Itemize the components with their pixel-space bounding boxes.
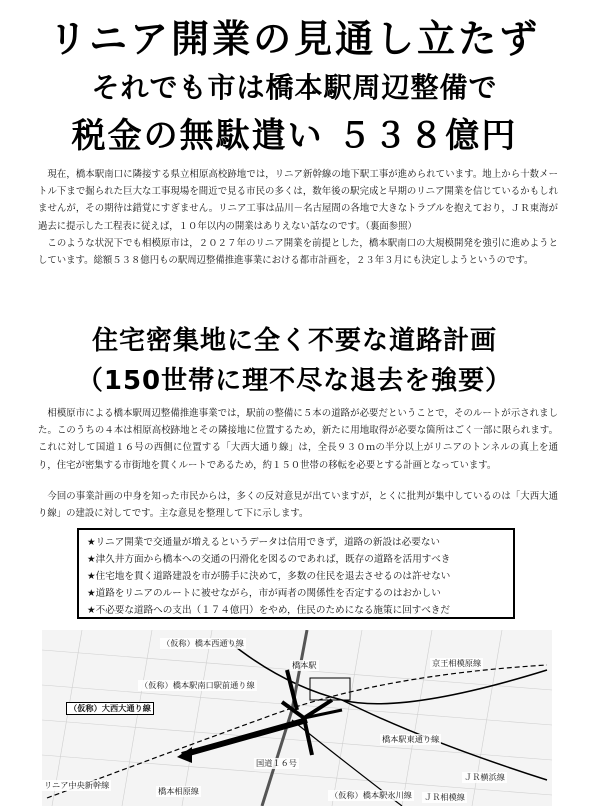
opinion-item: ★リニア開業で交通量が増えるというデータは信用できず，道路の新設は必要ない [87,537,441,548]
section-title: 住宅密集地に全く不要な道路計画 [91,326,497,356]
opinion-item: ★道路をリニアのルートに被せながら，市が両者の関係性を否定するのはおかしい [87,588,441,599]
opinions-box [77,528,515,619]
map-label-yokohama: ＪＲ横浜線 [464,772,505,782]
body-paragraph-2: 今回の事業計画の中身を知った市民からは，多くの反対意見が出ていますが，とくに批判が集中しているのは「大西大通り線」の建設に対してです。主な意見を整理して下に示します。 [38,491,558,520]
opinion-item: ★津久井方面から橋本への交通の円滑化を図るのであれば，既存の道路を活用すべき [87,554,451,565]
map-label-nishi: （仮称）橋本西通り線 [162,638,244,648]
map-label-station: 橋本駅 [292,660,317,670]
map-label-sagami: ＪＲ相模線 [424,792,465,802]
map-label-keio: 京王相模原線 [432,658,482,668]
section-subtitle: （150世帯に理不尽な退去を強要） [76,366,513,396]
map-label-linear: リニア中央新幹線 [44,780,110,790]
route-map [42,630,552,806]
map-label-higashi: 橋本駅東通り線 [382,734,440,744]
map-label-aihara: 橋本相原線 [158,786,199,796]
intro-paragraph-1: 現在，橋本駅南口に隣接する県立相原高校跡地では，リニア新幹線の地下駅工事が進められています。地上から十数メートル下まで掘られた巨大な工事現場を間近で見る市民の多くは，数年後の駅完成と早期のリニア開業を信じているかもしれませんが，その期待は錯覚にすぎません。リニア工事は品川－名古屋間の各地で大きなトラブルを抱えており，ＪＲ東海が過去に提示した工程表に従えば，１０年以内の開業はありえない話なのです。（裏面参照） [38,169,558,232]
map-label-minamiguchi: （仮称）橋本駅南口駅前通り線 [140,680,255,690]
map-label-route16: 国道１６号 [256,758,297,768]
intro-paragraph-2: このような状況下でも相模原市は，２０２７年のリニア開業を前提とした，橋本駅南口の大規模開発を強引に進めようとしています。総額５３８億円もの駅周辺整備推進事業における都市計画を，２３年３月にも決定しようというのです。 [38,238,558,267]
map-label-onishi: （仮称）大西大通り線 [66,702,154,715]
opinion-item: ★不必要な道路への支出（１７４億円）をやめ，住民のためになる施策に回すべきだ [87,605,450,616]
opinion-item: ★住宅地を貫く道路建設を市が勝手に決めて，多数の住民を退去させるのは許せない [87,571,451,582]
map-label-hikawa: （仮称）橋本駅氷川線 [330,790,412,800]
cost-headline: 税金の無駄遣い ５３８億円 [71,116,518,156]
sub-headline: それでも市は橋本駅周辺整備で [91,71,498,104]
body-paragraph-1: 相模原市による橋本駅周辺整備推進事業では，駅前の整備に５本の道路が必要だということで，そのルートが示されました。このうちの４本は相原高校跡地とその隣接地に位置するため，新たに用地取得が必要な箇所はごく一部に限られます。これに対して国道１６号の西側に位置する「大西大通り線」は，全長９３０ｍの半分以上がリニアのトンネルの真上を通り，住宅が密集する市街地を貫くルートであるため，約１５０世帯の移転を必要とする計画となっています。 [38,408,558,471]
main-headline: リニア開業の見通し立たず [48,17,541,61]
